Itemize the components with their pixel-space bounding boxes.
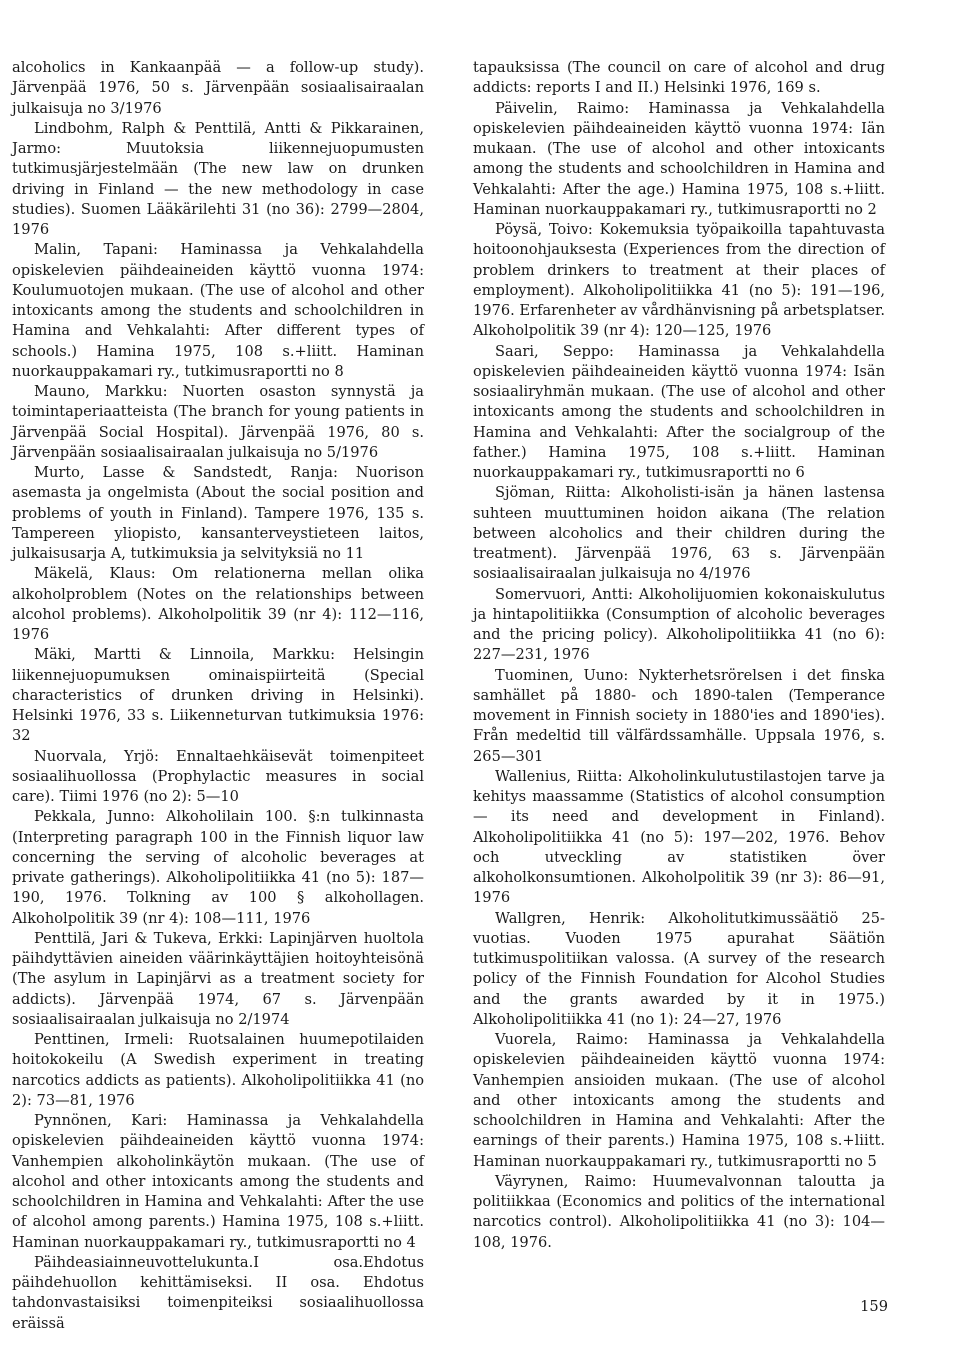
reference-entry: Pynnönen, Kari: Haminassa ja Vehkalahdella opiskelevien päihdeaineiden käyttö vuonna 1974: Vanhempien alkoholinkäytön mukaan. (The use of alcohol and other intoxicants among the students and schoolchildren in Hamina and Vehkalahti: After the use of alcohol among parents.) Hamina 1975, 108 s.+liitt. Haminan nuorkauppakamari ry., tutkimusraportti no 4: [12, 1112, 424, 1251]
reference-entry: Pöysä, Toivo: Kokemuksia työpaikoilla tapahtuvasta hoitoonohjauksesta (Experiences from the direction of problem drinkers to treatment at their places of employment). Alkoholipolitiikka 41 (no 5): 191—196, 1976. Erfarenheter av vårdhänvisning på arbetsplatser. Alkoholpolitik 39 (nr 4): 120—125, 1976: [473, 221, 885, 340]
reference-entry: Malin, Tapani: Haminassa ja Vehkalahdella opiskelevien päihdeaineiden käyttö vuonna 1974: Koulumuotojen mukaan. (The use of alcohol and other intoxicants among the students and schoolchildren in Hamina and Vehkalahti: After different types of schools.) Hamina 1975, 108 s.+liitt. Haminan nuorkauppakamari ry., tutkimusraportti no 8: [12, 241, 424, 380]
reference-entry: Pekkala, Junno: Alkoholilain 100. §:n tulkinnasta (Interpreting paragraph 100 in the Finnish liquor law concerning the serving of alcoholic beverages at private gatherings). Alkoholipolitiikka 41 (no 5): 187—190, 1976. Tolkning av 100 § alkohollagen. Alkoholpolitik 39 (nr 4): 108—111, 1976: [12, 808, 424, 927]
reference-entry: Penttinen, Irmeli: Ruotsalainen huumepotilaiden hoitokokeilu (A Swedish experiment in treating narcotics addicts as patients). Alkoholipolitiikka 41 (no 2): 73—81, 1976: [12, 1031, 424, 1109]
reference-entry: Somervuori, Antti: Alkoholijuomien kokonaiskulutus ja hintapolitiikka (Consumption of alcoholic beverages and the pricing policy). Alkoholipolitiikka 41 (no 6): 227—231, 1976: [473, 585, 885, 664]
left-column: [12, 58, 424, 1334]
reference-entry: Mäki, Martti & Linnoila, Markku: Helsingin liikennejuopumuksen ominaispiirteitä (Special characteristics of drunken driving in Helsinki). Helsinki 1976, 33 s. Liikenneturvan tutkimuksia 1976: 32: [12, 646, 424, 745]
reference-entry: Päihdeasiainneuvottelukunta.I osa.Ehdotus päihdehuollon kehittämiseksi. II osa. Ehdotus tahdonvastaisiksi toimenpiteiksi sosiaalihuollossa eräissä: [12, 1253, 424, 1332]
reference-entry: tapauksissa (The council on care of alcohol and drug addicts: reports I and II.) Helsinki 1976, 169 s.: [473, 59, 885, 97]
reference-entry: Sjöman, Riitta: Alkoholisti-isän ja hänen lastensa suhteen muuttuminen hoidon aikana (The relation between alcoholics and their children during the treatment). Järvenpää 1976, 63 s. Järvenpään sosiaalisairaalan julkaisuja no 4/1976: [473, 484, 885, 583]
reference-entry: Nuorvala, Yrjö: Ennaltaehkäisevät toimenpiteet sosiaalihuollossa (Prophylactic measures in social care). Tiimi 1976 (no 2): 5—10: [12, 747, 424, 805]
reference-entry: Vuorela, Raimo: Haminassa ja Vehkalahdella opiskelevien päihdeaineiden käyttö vuonna 1974: Vanhempien ansioiden mukaan. (The use of alcohol and other intoxicants among the students and schoolchildren in Hamina and Vehkalahti: After the earnings of their parents.) Hamina 1975, 108 s.+liitt. Haminan nuorkauppakamari ry., tutkimusraportti no 5: [473, 1031, 885, 1170]
reference-entry: Wallgren, Henrik: Alkoholitutkimussäätiö 25-vuotias. Vuoden 1975 apurahat Säätiön tutkimuspolitiikan valossa. (A survey of the research policy of the Finnish Foundation for Alcohol Studies and the grants awarded by it in 1975.) Alkoholipolitiikka 41 (no 1): 24—27, 1976: [473, 909, 885, 1028]
right-column: [473, 58, 885, 1253]
reference-entry: alcoholics in Kankaanpää — a follow-up study). Järvenpää 1976, 50 s. Järvenpään sosiaalisairaalan julkaisuja no 3/1976: [12, 59, 424, 117]
reference-entry: Mäkelä, Klaus: Om relationerna mellan olika alkoholproblem (Notes on the relationships between alcohol problems). Alkoholpolitik 39 (nr 4): 112—116, 1976: [12, 565, 424, 643]
reference-entry: Lindbohm, Ralph & Penttilä, Antti & Pikkarainen, Jarmo: Muutoksia liikennejuopumusten tutkimusjärjestelmään (The new law on drunken driving in Finland — the new methodology in case studies). Suomen Lääkärilehti 31 (no 36): 2799—2804, 1976: [12, 119, 424, 238]
reference-entry: Penttilä, Jari & Tukeva, Erkki: Lapinjärven huoltola päihdyttävien aineiden väärinkäyttäjien hoitoyhteisönä (The asylum in Lapinjärvi as a treatment society for addicts). Järvenpää 1974, 67 s. Järvenpään sosiaalisairaalan julkaisuja no 2/1974: [12, 929, 424, 1028]
reference-entry: Saari, Seppo: Haminassa ja Vehkalahdella opiskelevien päihdeaineiden käyttö vuonna 1974: Isän sosiaaliryhmän mukaan. (The use of alcohol and other intoxicants among the students and schoolchildren in Hamina and Vehkalahti: After the socialgroup of the father.) Hamina 1975, 108 s.+liitt. Haminan nuorkauppakamari ry., tutkimusraportti no 6: [473, 342, 885, 481]
reference-entry: Mauno, Markku: Nuorten osaston synnystä ja toimintaperiaatteista (The branch for young patients in Järvenpää Social Hospital). Järvenpää 1976, 80 s. Järvenpään sosiaalisairaalan julkaisuja no 5/1976: [12, 383, 424, 461]
page-number: 159: [860, 1298, 888, 1315]
reference-entry: Päivelin, Raimo: Haminassa ja Vehkalahdella opiskelevien päihdeaineiden käyttö vuonna 1974: Iän mukaan. (The use of alcohol and other intoxicants among the students and schoolchildren in Hamina and Vehkalahti: After the age.) Hamina 1975, 108 s.+liitt. Haminan nuorkauppakamari ry., tutkimusraportti no 2: [473, 99, 885, 218]
reference-entry: Tuominen, Uuno: Nykterhetsrörelsen i det finska samhället på 1880- och 1890-talen (Temperance movement in Finnish society in 1880'ies and 1890'ies). Från medeltid till välfärdssamhälle. Uppsala 1976, s. 265—301: [473, 666, 885, 765]
reference-entry: Murto, Lasse & Sandstedt, Ranja: Nuorison asemasta ja ongelmista (About the social position and problems of youth in Finland). Tampere 1976, 135 s. Tampereen yliopisto, kansanterveystieteen laitos, julkaisusarja A, tutkimuksia ja selvityksiä no 11: [12, 464, 424, 562]
reference-entry: Wallenius, Riitta: Alkoholinkulutustilastojen tarve ja kehitys maassamme (Statistics of alcohol consumption — its need and development in Finland). Alkoholipolitiikka 41 (no 5): 197—202, 1976. Behov och utveckling av statistiken över alkoholkonsumtionen. Alkoholpolitik 39 (nr 3): 86—91, 1976: [473, 767, 885, 907]
reference-entry: Väyrynen, Raimo: Huumevalvonnan taloutta ja politiikkaa (Economics and politics of the international narcotics control). Alkoholipolitiikka 41 (no 3): 104—108, 1976.: [473, 1172, 885, 1251]
